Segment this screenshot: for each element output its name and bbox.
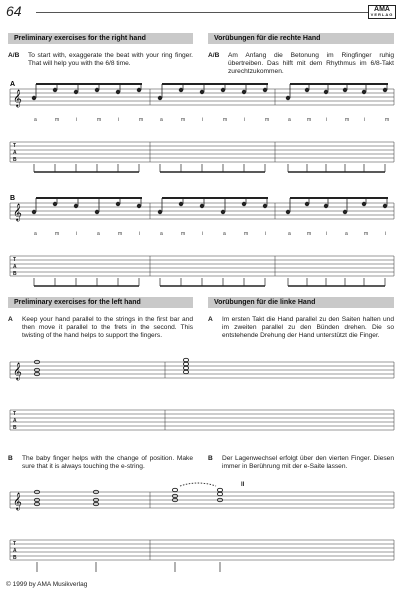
svg-text:m: m bbox=[223, 117, 228, 123]
heading-right-hand-de: Vorübungen für die rechte Hand bbox=[208, 33, 394, 44]
svg-text:m: m bbox=[244, 231, 249, 237]
instruction-a-de bbox=[208, 316, 394, 344]
svg-text:A: A bbox=[13, 264, 17, 270]
logo-subtext: VERLAG bbox=[370, 12, 394, 17]
svg-text:m: m bbox=[307, 117, 312, 123]
music-system-d bbox=[0, 478, 404, 578]
svg-text:B: B bbox=[13, 555, 17, 561]
instruction-text: Der Lagenwechsel erfolgt über den vierten Finger. Diesen immer in Berührung mit der e-Saite lassen. bbox=[222, 455, 394, 470]
svg-text:i: i bbox=[76, 117, 78, 123]
position-mark: II bbox=[241, 482, 245, 488]
svg-text:a: a bbox=[160, 231, 163, 237]
svg-text:m: m bbox=[97, 117, 102, 123]
svg-text:m: m bbox=[181, 231, 186, 237]
half-note-chords bbox=[34, 483, 222, 506]
svg-text:i: i bbox=[364, 117, 366, 123]
svg-text:m: m bbox=[181, 117, 186, 123]
page-number: 64 bbox=[6, 3, 22, 19]
treble-clef-icon: 𝄞 bbox=[13, 493, 22, 510]
svg-text:a: a bbox=[34, 117, 37, 123]
heading-right-hand-en: Preliminary exercises for the right hand bbox=[8, 33, 193, 44]
svg-text:m: m bbox=[345, 117, 350, 123]
svg-text:i: i bbox=[326, 231, 328, 237]
svg-text:i: i bbox=[326, 117, 328, 123]
svg-text:m: m bbox=[385, 117, 390, 123]
svg-text:i: i bbox=[202, 231, 204, 237]
svg-text:m: m bbox=[118, 231, 123, 237]
svg-text:m: m bbox=[265, 117, 270, 123]
tab-staff bbox=[10, 256, 394, 276]
instruction-label: A bbox=[8, 316, 13, 323]
svg-text:T: T bbox=[13, 411, 17, 417]
instruction-label: B bbox=[208, 455, 213, 462]
logo-text: AMA bbox=[374, 6, 390, 13]
svg-text:A: A bbox=[13, 548, 17, 554]
tab-rhythm-stems bbox=[34, 164, 385, 172]
instruction-label: A bbox=[208, 316, 213, 323]
instruction-text: Keep your hand parallel to the strings in the first bar and then move it parallel to the frets in the second. This twisting of the hand helps to support the fingers. bbox=[22, 316, 193, 339]
svg-text:m: m bbox=[55, 117, 60, 123]
svg-text:a: a bbox=[288, 231, 291, 237]
heading-left-hand-de: Vorübungen für die linke Hand bbox=[208, 297, 394, 308]
tab-staff bbox=[10, 410, 394, 430]
svg-text:i: i bbox=[202, 117, 204, 123]
treble-clef-icon: 𝄞 bbox=[13, 90, 22, 107]
svg-text:T: T bbox=[13, 257, 17, 263]
heading-left-hand-en: Preliminary exercises for the left hand bbox=[8, 297, 193, 308]
staff bbox=[10, 492, 394, 508]
svg-text:i: i bbox=[265, 231, 267, 237]
beamed-notes bbox=[32, 84, 388, 100]
instruction-label: A/B bbox=[8, 52, 20, 59]
svg-text:B: B bbox=[13, 271, 17, 277]
svg-text:m: m bbox=[139, 117, 144, 123]
instruction-text: Am Anfang die Betonung im Ringfinger ruhig übertreiben. Das hilft mit dem Rhythmus im 6/8-Takt zurechtzukommen. bbox=[228, 52, 394, 75]
instruction-text: The baby finger helps with the change of position. Make sure that it is always touching the e-string. bbox=[22, 455, 193, 470]
instruction-label: A/B bbox=[208, 52, 220, 59]
tab-staff bbox=[10, 540, 394, 560]
publisher-logo bbox=[368, 5, 396, 19]
treble-clef-icon: 𝄞 bbox=[13, 204, 22, 221]
svg-text:m: m bbox=[307, 231, 312, 237]
whole-note-chord bbox=[34, 358, 188, 375]
staff bbox=[10, 362, 394, 378]
svg-text:m: m bbox=[364, 231, 369, 237]
svg-text:a: a bbox=[345, 231, 348, 237]
svg-text:i: i bbox=[385, 231, 387, 237]
svg-text:a: a bbox=[34, 231, 37, 237]
instruction-b-en bbox=[8, 455, 193, 475]
music-system-b bbox=[0, 190, 404, 290]
svg-text:a: a bbox=[288, 117, 291, 123]
svg-text:i: i bbox=[118, 117, 120, 123]
instruction-ab-en bbox=[8, 52, 193, 72]
svg-text:a: a bbox=[160, 117, 163, 123]
beamed-notes bbox=[32, 198, 388, 214]
music-system-c bbox=[0, 350, 404, 445]
svg-text:B: B bbox=[13, 157, 17, 163]
svg-text:i: i bbox=[76, 231, 78, 237]
treble-clef-icon: 𝄞 bbox=[13, 363, 22, 380]
instruction-a-en bbox=[8, 316, 193, 344]
svg-text:B: B bbox=[13, 425, 17, 431]
svg-text:a: a bbox=[223, 231, 226, 237]
svg-text:T: T bbox=[13, 541, 17, 547]
svg-text:A: A bbox=[13, 418, 17, 424]
instruction-text: To start with, exaggerate the beat with your ring finger. That will help you with the 6/8 time. bbox=[28, 52, 193, 67]
svg-text:m: m bbox=[55, 231, 60, 237]
instruction-text: Im ersten Takt die Hand parallel zu den Saiten halten und im zweiten parallel zu den Bünden drehen. Die so entstehende Drehung der Hand unterstützt die Finger. bbox=[222, 316, 394, 339]
svg-text:i: i bbox=[139, 231, 141, 237]
system-label: A bbox=[10, 81, 16, 88]
instruction-b-de bbox=[208, 455, 394, 475]
instruction-label: B bbox=[8, 455, 13, 462]
tab-rhythm-stems bbox=[37, 562, 220, 572]
copyright-notice: © 1999 by AMA Musikverlag bbox=[6, 581, 88, 588]
header-rule bbox=[36, 12, 374, 13]
system-label: B bbox=[10, 195, 16, 202]
svg-text:a: a bbox=[97, 231, 100, 237]
svg-text:A: A bbox=[13, 150, 17, 156]
svg-text:i: i bbox=[244, 117, 246, 123]
tab-rhythm-stems bbox=[34, 278, 385, 286]
tab-staff bbox=[10, 142, 394, 162]
fingering-row bbox=[34, 231, 386, 237]
music-system-a bbox=[0, 76, 404, 176]
svg-text:T: T bbox=[13, 143, 17, 149]
fingering-row bbox=[34, 117, 389, 123]
